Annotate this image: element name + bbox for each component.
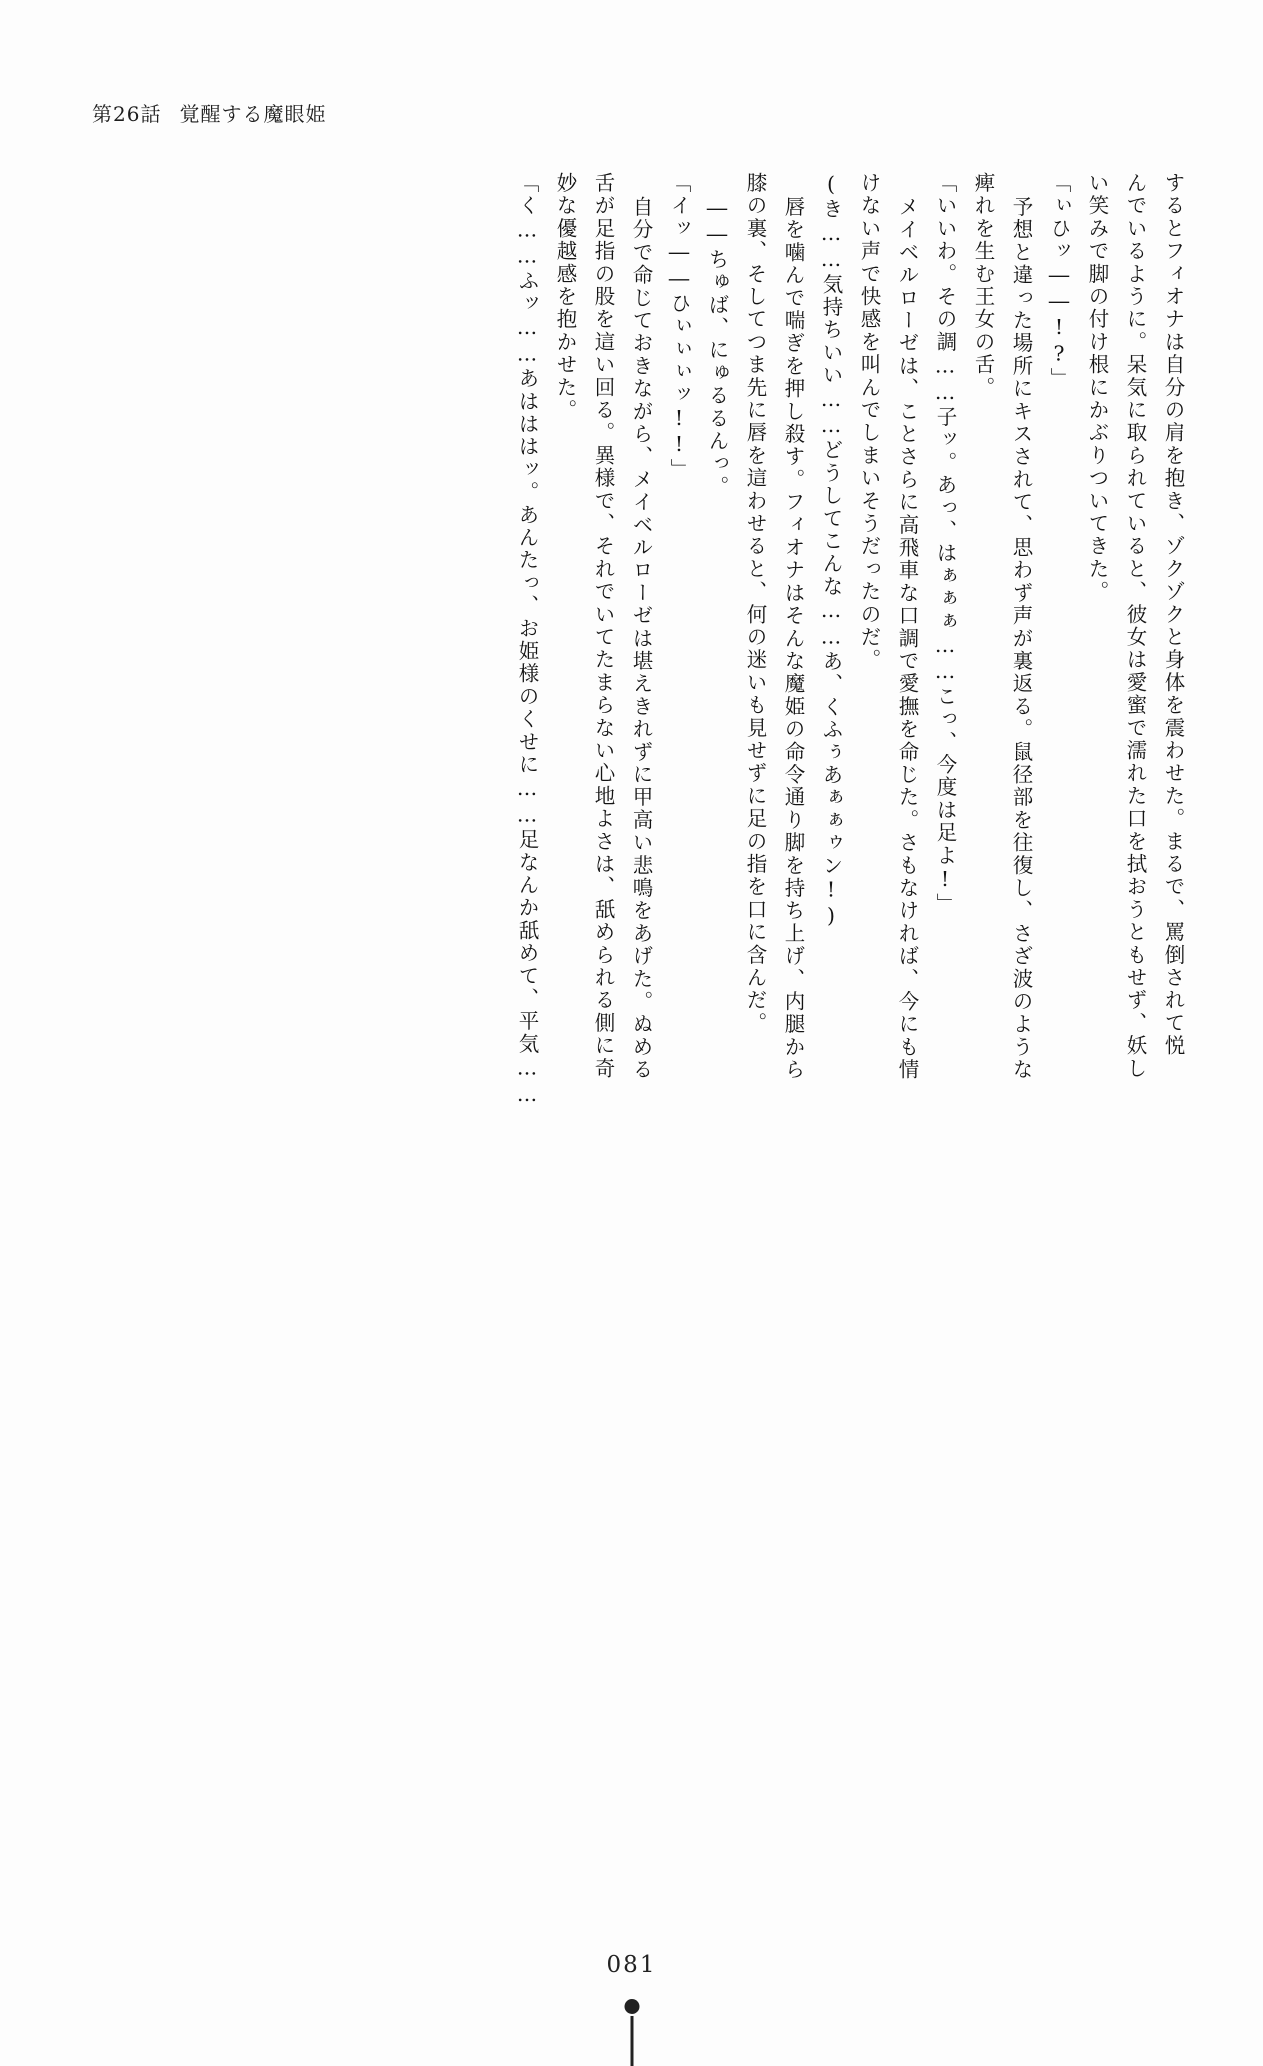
text-line: (き……気持ちいい……どうしてこんな……あ、くふぅあぁぁゥン!) bbox=[819, 172, 843, 930]
text-line: 妙な優越感を抱かせた。 bbox=[553, 172, 577, 422]
text-line: ――ちゅば、にゅるるんっ。 bbox=[705, 196, 729, 499]
text-line: い笑みで脚の付け根にかぶりついてきた。 bbox=[1085, 172, 1109, 604]
page-number: 081 bbox=[606, 1952, 657, 1978]
text-line: 「いいわ。その調……子ッ。あっ、はぁぁぁ……こっ、今度は足よ!」 bbox=[933, 172, 957, 916]
text-line: 「イッ――ひぃぃぃッ!!」 bbox=[667, 172, 691, 482]
text-line: 膝の裏、そしてつま先に唇を這わせると、何の迷いも見せずに足の指を口に含んだ。 bbox=[743, 172, 767, 1035]
chapter-number: 第26話 bbox=[92, 102, 162, 126]
folio-rule-ornament bbox=[630, 2016, 633, 2066]
vertical-text-body bbox=[80, 172, 1183, 1442]
folio-dot-ornament bbox=[624, 1999, 639, 2014]
running-head bbox=[92, 98, 326, 127]
text-line: メイベルローゼは、ことさらに高飛車な口調で愛撫を命じた。さもなければ、今にも情 bbox=[895, 196, 919, 1082]
text-line: 痺れを生む王女の舌。 bbox=[971, 172, 995, 399]
text-line: するとフィオナは自分の肩を抱き、ゾクゾクと身体を震わせた。まるで、罵倒されて悦 bbox=[1161, 172, 1185, 1058]
text-line: んでいるように。呆気に取られていると、彼女は愛蜜で濡れた口を拭おうともせず、妖し bbox=[1123, 172, 1147, 1080]
text-line: 予想と違った場所にキスされて、思わず声が裏返る。鼠径部を往復し、さざ波のような bbox=[1009, 196, 1033, 1082]
text-line: 「く……ふッ……あはははッ。あんたっ、お姫様のくせに……足なんか舐めて、平気…… bbox=[515, 172, 539, 1108]
text-line: 唇を噛んで喘ぎを押し殺す。フィオナはそんな魔姫の命令通り脚を持ち上げ、内腿から bbox=[781, 196, 805, 1082]
text-line: 舌が足指の股を這い回る。異様で、それでいてたまらない心地よさは、舐められる側に奇 bbox=[591, 172, 615, 1080]
text-line: 「ぃひッ――!?」 bbox=[1047, 172, 1071, 391]
text-line: 自分で命じておきながら、メイベルローゼは堪えきれずに甲高い悲鳴をあげた。ぬめる bbox=[629, 196, 653, 1082]
text-line: けない声で快感を叫んでしまいそうだったのだ。 bbox=[857, 172, 881, 672]
chapter-title: 覚醒する魔眼姫 bbox=[179, 102, 327, 126]
